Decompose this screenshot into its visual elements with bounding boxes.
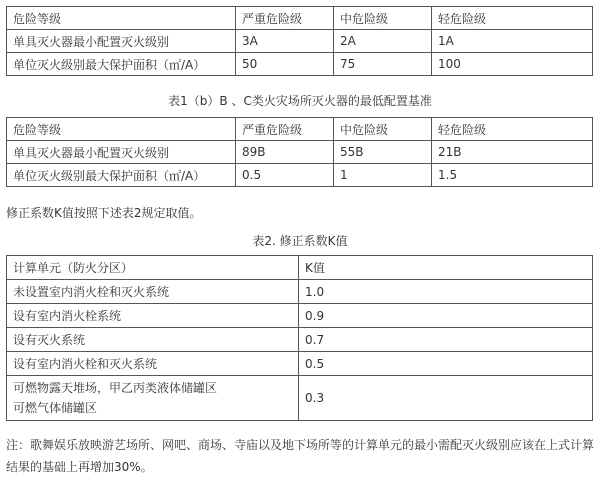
- header-cell: 中危险级: [334, 7, 432, 30]
- table-cell: 21B: [432, 141, 593, 164]
- table-cell: 1.5: [432, 164, 593, 187]
- header-cell: 严重危险级: [236, 118, 334, 141]
- table-header-row: [7, 118, 593, 141]
- table-cell: 单位灭火级别最大保护面积（㎡/A）: [7, 164, 236, 187]
- header-cell: 轻危险级: [432, 118, 593, 141]
- table-cell: 89B: [236, 141, 334, 164]
- table-cell: 设有灭火系统: [7, 328, 299, 352]
- table-row: [7, 141, 593, 164]
- table-class-a-fire-base: [6, 6, 593, 76]
- table-cell: [7, 376, 299, 421]
- header-cell: 计算单元（防火分区）: [7, 256, 299, 280]
- table-caption-2: 表2. 修正系数K值: [252, 234, 348, 248]
- k-value-paragraph: 修正系数K值按照下述表2规定取值。: [6, 206, 202, 220]
- table-cell: 1.0: [299, 280, 593, 304]
- cell-line: 可燃物露天堆场，甲乙丙类液体储罐区: [13, 381, 218, 395]
- header-cell: 危险等级: [7, 7, 236, 30]
- table-cell: 设有室内消火栓和灭火系统: [7, 352, 299, 376]
- table-class-bc-fire-base: [6, 117, 593, 187]
- table-cell: 0.9: [299, 304, 593, 328]
- header-cell: 轻危险级: [432, 7, 593, 30]
- header-cell: K值: [299, 256, 593, 280]
- table-cell: 100: [432, 53, 593, 76]
- table-cell: 2A: [334, 30, 432, 53]
- table-row: [7, 328, 593, 352]
- table-row: [7, 53, 593, 76]
- table-cell: 0.7: [299, 328, 593, 352]
- table-cell: 50: [236, 53, 334, 76]
- table-row: [7, 304, 593, 328]
- table-row: [7, 164, 593, 187]
- table-cell: 1: [334, 164, 432, 187]
- table-cell: 单具灭火器最小配置灭火级别: [7, 30, 236, 53]
- header-cell: 严重危险级: [236, 7, 334, 30]
- table-cell: 设有室内消火栓系统: [7, 304, 299, 328]
- table-cell: 75: [334, 53, 432, 76]
- table-row: [7, 30, 593, 53]
- table-row: [7, 280, 593, 304]
- footnote: 注：歌舞娱乐放映游艺场所、网吧、商场、寺庙以及地下场所等的计算单元的最小需配灭火级别应该在上式计算结果的基础上再增加30%。: [6, 438, 595, 474]
- table-cell: 0.5: [299, 352, 593, 376]
- table-row: [7, 352, 593, 376]
- table-cell: 3A: [236, 30, 334, 53]
- table-row: [7, 376, 593, 421]
- cell-line: 可燃气体储罐区: [13, 401, 98, 415]
- table-header-row: [7, 7, 593, 30]
- table-cell: 1A: [432, 30, 593, 53]
- table-caption-1b: 表1（b）B 、C类火灾场所灭火器的最低配置基准: [168, 94, 432, 108]
- table-cell: 未设置室内消火栓和灭火系统: [7, 280, 299, 304]
- table-cell: 55B: [334, 141, 432, 164]
- header-cell: 中危险级: [334, 118, 432, 141]
- table-cell: 单位灭火级别最大保护面积（㎡/A）: [7, 53, 236, 76]
- table-cell: 单具灭火器最小配置灭火级别: [7, 141, 236, 164]
- table-cell: 0.3: [299, 376, 593, 421]
- table-cell: 0.5: [236, 164, 334, 187]
- header-cell: 危险等级: [7, 118, 236, 141]
- table-header-row: [7, 256, 593, 280]
- table-k-correction: [6, 255, 593, 421]
